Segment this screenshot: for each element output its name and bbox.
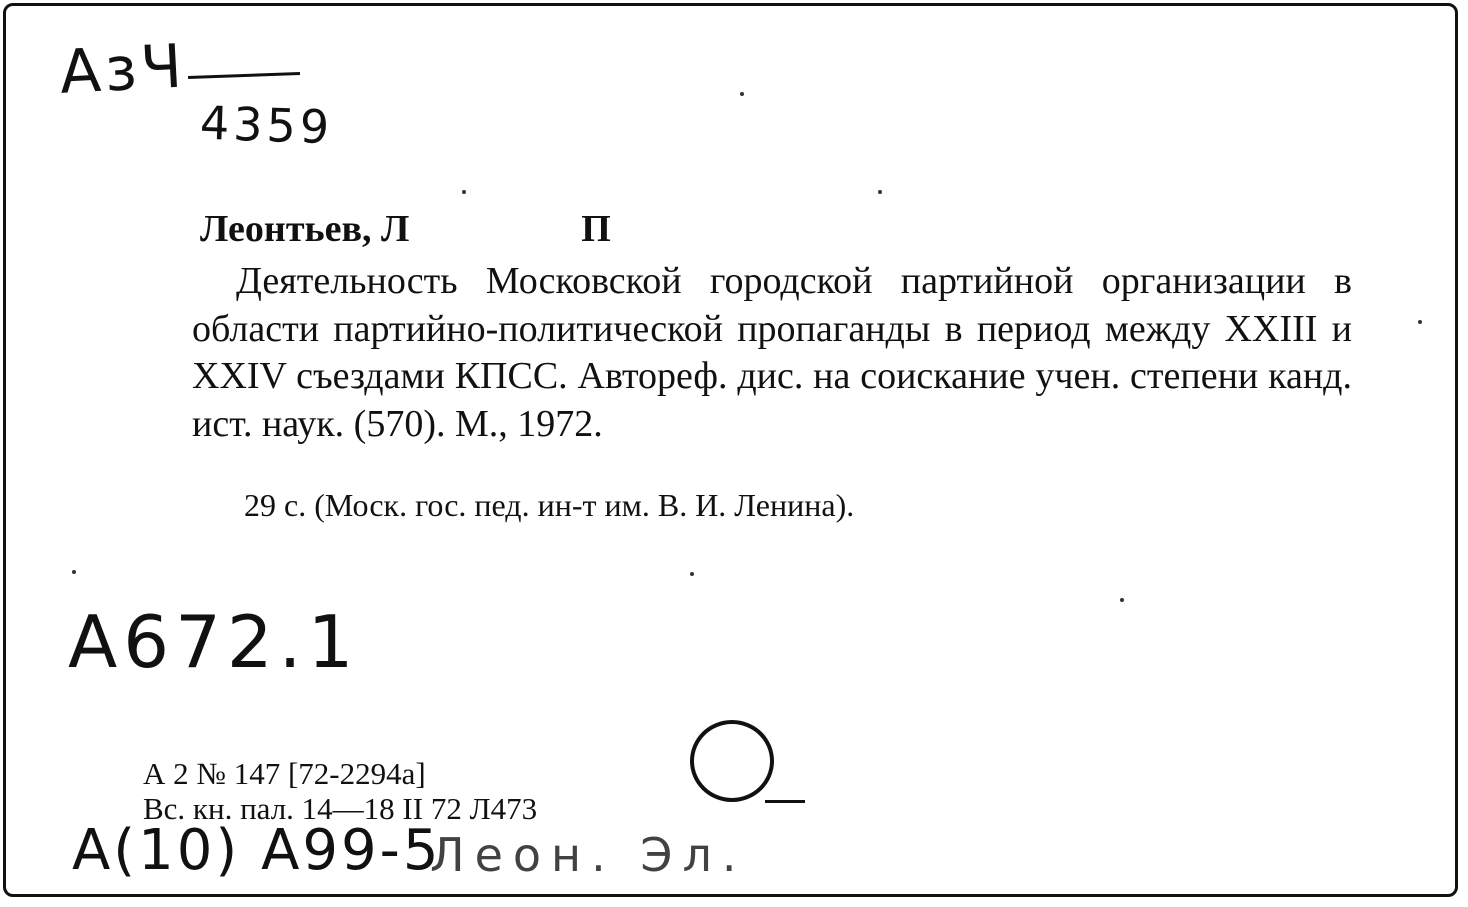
classification-code: А672.1 [68, 600, 360, 684]
printing-info-line-1: А 2 № 147 [72-2294а] [143, 756, 426, 791]
speck [462, 190, 466, 194]
author-patronymic: П [581, 208, 611, 250]
speck [1418, 320, 1422, 324]
speck [878, 190, 882, 194]
bottom-shelf-code: А(10) А99-5 [72, 818, 442, 883]
speck [740, 92, 744, 96]
printing-info [143, 756, 537, 826]
speck [72, 570, 76, 574]
shelf-mark-top: АзЧ [58, 31, 188, 108]
bottom-handwritten-notes: Леон. Эл. [430, 828, 747, 882]
stamp-mark [765, 800, 805, 803]
printing-info-line-2: Вс. кн. пал. 14—18 II 72 Л473 [143, 791, 538, 826]
author-heading [200, 207, 611, 251]
speck [1120, 598, 1124, 602]
shelf-mark-number: 4359 [199, 95, 334, 155]
speck [690, 572, 694, 576]
collation-note: 29 с. (Моск. гос. пед. ин-т им. В. И. Ленина). [244, 487, 855, 523]
bibliographic-description: Деятельность Московской городской партийной организации в области партийно-политической пропаганды в период между XXIII и XXIV съездами КПСС. Автореф. дис. на соискание учен. степени канд. ист. наук. (570). М., 1972. [192, 260, 1352, 445]
author-surname: Леонтьев, Л [200, 208, 410, 250]
stamp-circle [690, 720, 774, 802]
